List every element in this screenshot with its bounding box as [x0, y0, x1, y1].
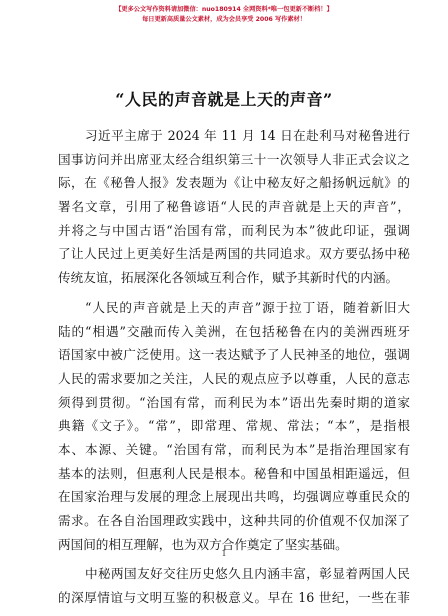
- text-line: 两国间的相互理解，也为双方合作奠定了坚实基础。: [58, 536, 348, 552]
- promo-line-2: 每日更新高质量公文素材，成为会员享受 2006 写作素材！: [142, 16, 306, 23]
- text-line: 需求。在各自治国理政实践中，这种共同的价值观不仅加深了: [58, 513, 410, 528]
- text-line: 典籍《文子》。“常”，即常理、常规、常法；“本”，是指根: [58, 418, 410, 434]
- text-line: 际，在《秘鲁人报》发表题为《让中秘友好之船扬帆远航》的: [58, 175, 410, 191]
- paragraph-2: [58, 296, 410, 557]
- text-line: 传统友谊，拓展深化各领域互利合作，赋予其新时代的内涵。: [58, 270, 399, 286]
- text-line: 人民的需求要加之关注，人民的观点应予以尊重，人民的意志: [58, 370, 410, 386]
- promo-line-1: 【更多公文写作资料请加微信：nuo180914 全网资料*唯一包更新不断档！】: [115, 6, 333, 13]
- text-line: 语国家中被广泛使用。这一表达赋予了人民神圣的地位，强调: [58, 347, 410, 363]
- paragraph-3: [58, 562, 410, 609]
- promo-banner: [0, 5, 448, 25]
- text-line: 的深厚情谊与文明互鉴的积极意义。早在 16 世纪，一些在菲: [58, 590, 410, 606]
- text-line: 国事访问并出席亚太经合组织第三十一次领导人非正式会议之: [58, 151, 410, 167]
- text-line: 署名文章，引用了秘鲁谚语“人民的声音就是上天的声音”，: [58, 199, 410, 215]
- document-body: [58, 124, 410, 616]
- text-line: 基本的法则，但惠利人民是根本。秘鲁和中国虽相距遥远，但: [58, 465, 410, 481]
- text-line: 须得到贯彻。“治国有常，而利民为本”语出先秦时期的道家: [58, 394, 410, 410]
- text-line: 陆的“相遇”交融而传入美洲，在包括秘鲁在内的美洲西班牙: [58, 323, 410, 339]
- text-line: 本、本源、关键。“治国有常，而利民为本”是指治理国家有: [58, 441, 410, 457]
- text-line: “人民的声音就是上天的声音”源于拉丁语，随着新旧大: [85, 299, 410, 315]
- text-line: 习近平主席于 2024 年 11 月 14 日在赴利马对秘鲁进行: [85, 128, 410, 143]
- text-line: 了让人民过上更美好生活是两国的共同追求。双方要弘扬中秘: [58, 246, 410, 262]
- document-title: “人民的声音就是上天的声音”: [115, 90, 333, 109]
- page-number: 1: [221, 549, 227, 558]
- text-line: 在国家治理与发展的理念上展现出共鸣，均强调应尊重民众的: [58, 489, 410, 505]
- text-line: 并将之与中国古语“治国有常，而利民为本”彼此印证，强调: [58, 222, 410, 238]
- text-line: 中秘两国友好交往历史悠久且内涵丰富，彰显着两国人民: [85, 566, 410, 582]
- paragraph-1: [58, 124, 410, 290]
